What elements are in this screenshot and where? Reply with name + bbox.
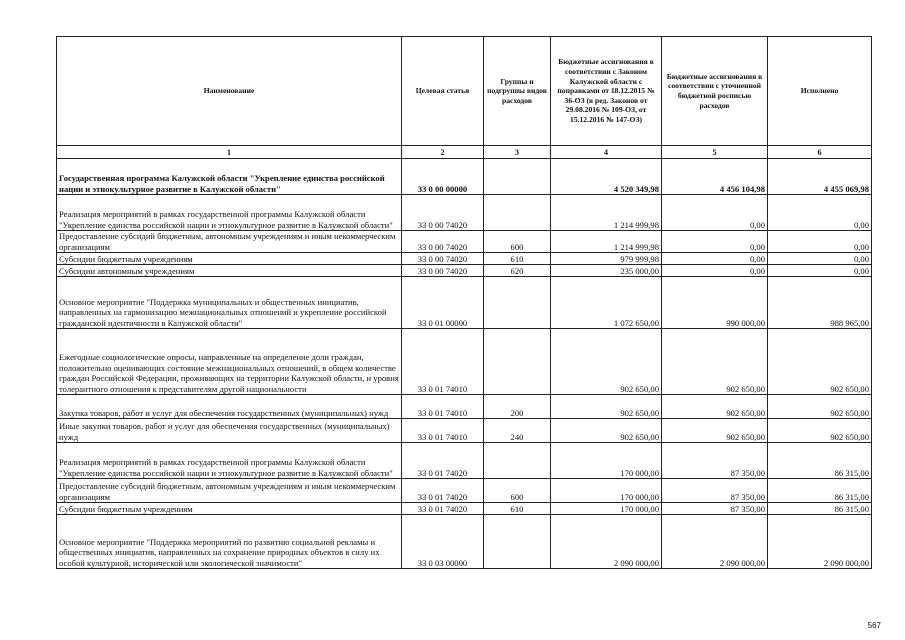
row-budget-schedule-amount: 4 456 104,98 [662,159,768,195]
column-number-row [57,146,872,159]
column-number: 4 [551,146,662,159]
table-row [57,515,872,569]
row-expense-group: 620 [484,265,551,277]
row-expense-group [484,195,551,231]
row-target-article: 33 0 00 74020 [402,265,484,277]
row-executed-amount: 902 650,00 [768,395,872,419]
row-executed-amount: 2 090 000,00 [768,515,872,569]
row-budget-law-amount: 1 072 650,00 [551,277,662,329]
row-expense-group: 240 [484,419,551,443]
table-row [57,231,872,253]
row-target-article: 33 0 03 00000 [402,515,484,569]
row-name: Основное мероприятие "Поддержка муниципальных и общественных инициатив, направленных на гармонизацию межнациональных отношений и укрепление российской гражданской идентичности в Калужской области" [57,277,402,329]
header-expense-groups: Группы и подгруппы видов расходов [484,37,551,146]
row-executed-amount: 86 315,00 [768,479,872,503]
table-row [57,395,872,419]
row-budget-schedule-amount: 902 650,00 [662,329,768,395]
row-expense-group: 600 [484,479,551,503]
table-row [57,479,872,503]
table-row [57,195,872,231]
header-row [57,37,872,146]
row-budget-law-amount: 902 650,00 [551,395,662,419]
row-budget-schedule-amount: 87 350,00 [662,479,768,503]
row-budget-law-amount: 170 000,00 [551,443,662,479]
row-name: Предоставление субсидий бюджетным, автономным учреждениям и иным некоммерческим организациям [57,479,402,503]
row-expense-group [484,329,551,395]
row-budget-law-amount: 979 999,98 [551,253,662,265]
row-target-article: 33 0 01 74010 [402,329,484,395]
row-budget-schedule-amount: 87 350,00 [662,503,768,515]
row-name: Государственная программа Калужской области "Укрепление единства российской нации и этнокультурное развитие в Калужской области" [57,159,402,195]
row-expense-group: 200 [484,395,551,419]
row-target-article: 33 0 01 00000 [402,277,484,329]
table-row [57,265,872,277]
row-expense-group [484,277,551,329]
header-target-article: Целевая статья [402,37,484,146]
row-budget-schedule-amount: 2 090 000,00 [662,515,768,569]
row-target-article: 33 0 00 00000 [402,159,484,195]
row-name: Предоставление субсидий бюджетным, автономным учреждениям и иным некоммерческим организациям [57,231,402,253]
row-executed-amount: 86 315,00 [768,443,872,479]
row-budget-schedule-amount: 87 350,00 [662,443,768,479]
row-budget-law-amount: 902 650,00 [551,329,662,395]
row-name: Субсидии бюджетным учреждениям [57,253,402,265]
row-name: Иные закупки товаров, работ и услуг для обеспечения государственных (муниципальных) нужд [57,419,402,443]
row-budget-law-amount: 4 520 349,98 [551,159,662,195]
column-number: 2 [402,146,484,159]
table-row [57,277,872,329]
row-executed-amount: 902 650,00 [768,419,872,443]
row-target-article: 33 0 00 74020 [402,231,484,253]
row-name: Реализация мероприятий в рамках государственной программы Калужской области "Укрепление единства российской нации и этнокультурное развитие в Калужской области" [57,195,402,231]
row-target-article: 33 0 00 74020 [402,195,484,231]
row-budget-schedule-amount: 0,00 [662,253,768,265]
table-row [57,503,872,515]
row-executed-amount: 0,00 [768,195,872,231]
row-name: Реализация мероприятий в рамках государственной программы Калужской области "Укрепление единства российской нации и этнокультурное развитие в Калужской области" [57,443,402,479]
row-budget-schedule-amount: 902 650,00 [662,419,768,443]
row-name: Субсидии автономным учреждениям [57,265,402,277]
row-expense-group: 610 [484,503,551,515]
row-target-article: 33 0 01 74020 [402,503,484,515]
row-expense-group: 600 [484,231,551,253]
row-executed-amount: 86 315,00 [768,503,872,515]
row-expense-group [484,515,551,569]
row-target-article: 33 0 01 74010 [402,395,484,419]
row-budget-schedule-amount: 0,00 [662,195,768,231]
row-budget-law-amount: 235 000,00 [551,265,662,277]
table-row [57,159,872,195]
table-row [57,443,872,479]
row-name: Субсидии бюджетным учреждениям [57,503,402,515]
row-budget-schedule-amount: 902 650,00 [662,395,768,419]
row-budget-schedule-amount: 0,00 [662,231,768,253]
row-budget-schedule-amount: 990 000,00 [662,277,768,329]
row-target-article: 33 0 01 74010 [402,419,484,443]
row-budget-law-amount: 1 214 999,98 [551,231,662,253]
column-number: 3 [484,146,551,159]
row-executed-amount: 4 455 069,98 [768,159,872,195]
header-budget-schedule: Бюджетные ассигнования в соответствии с уточненной бюджетной росписью расходов [662,37,768,146]
row-target-article: 33 0 01 74020 [402,443,484,479]
page-number: 567 [867,621,881,630]
header-name: Наименование [57,37,402,146]
row-expense-group: 610 [484,253,551,265]
row-executed-amount: 988 965,00 [768,277,872,329]
row-expense-group [484,159,551,195]
row-expense-group [484,443,551,479]
row-name: Закупка товаров, работ и услуг для обеспечения государственных (муниципальных) нужд [57,395,402,419]
row-budget-law-amount: 1 214 999,98 [551,195,662,231]
table-row [57,253,872,265]
row-target-article: 33 0 01 74020 [402,479,484,503]
row-budget-law-amount: 902 650,00 [551,419,662,443]
header-executed: Исполнено [768,37,872,146]
row-executed-amount: 0,00 [768,265,872,277]
row-name: Основное мероприятие "Поддержка мероприятий по развитию социальной рекламы и общественных инициатив, направленных на сохранение природных объектов в силу их особой культурной, исторической или экологической значимости" [57,515,402,569]
row-target-article: 33 0 00 74020 [402,253,484,265]
table-row [57,329,872,395]
row-executed-amount: 0,00 [768,231,872,253]
row-budget-schedule-amount: 0,00 [662,265,768,277]
row-executed-amount: 0,00 [768,253,872,265]
row-budget-law-amount: 170 000,00 [551,479,662,503]
table-row [57,419,872,443]
column-number: 1 [57,146,402,159]
budget-table [56,36,872,569]
row-budget-law-amount: 2 090 000,00 [551,515,662,569]
row-name: Ежегодные социологические опросы, направленные на определение доли граждан, положительно оценивающих состояние межнациональных отношений, в общем количестве граждан Российской Федерации, проживающих на территории Калужской области, и уровня толерантного отношения к представителям другой национальности [57,329,402,395]
column-number: 6 [768,146,872,159]
row-executed-amount: 902 650,00 [768,329,872,395]
column-number: 5 [662,146,768,159]
row-budget-law-amount: 170 000,00 [551,503,662,515]
header-budget-law: Бюджетные ассигнования в соответствии с Законом Калужской области с поправками от 18.12.2015 № 36-ОЗ (в ред. Законов от 29.08.2016 № 109-ОЗ, от 15.12.2016 № 147-ОЗ) [551,37,662,146]
